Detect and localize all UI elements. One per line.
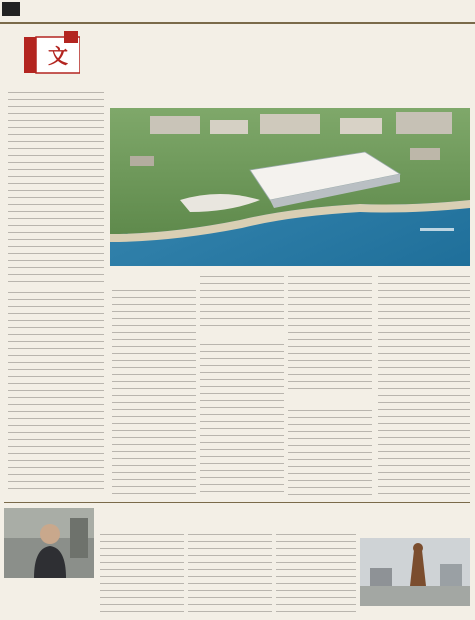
article-column xyxy=(378,276,470,498)
article-column xyxy=(200,276,284,330)
left-column-text xyxy=(8,92,104,288)
article-column xyxy=(188,534,272,616)
page-number xyxy=(2,2,20,16)
portrait-photo xyxy=(4,508,94,578)
masthead xyxy=(0,0,475,24)
svg-text:文: 文 xyxy=(48,44,68,68)
section-divider xyxy=(4,502,470,503)
wenyi-logo-icon xyxy=(24,31,80,77)
aerial-photo xyxy=(110,108,470,266)
article-column xyxy=(112,290,196,498)
sculpture-photo xyxy=(360,538,470,606)
article-column xyxy=(276,534,356,616)
article-column xyxy=(288,410,372,498)
article-column xyxy=(288,276,372,394)
article-column xyxy=(100,534,184,616)
article-column xyxy=(200,344,284,498)
left-column-text-2 xyxy=(8,292,104,492)
